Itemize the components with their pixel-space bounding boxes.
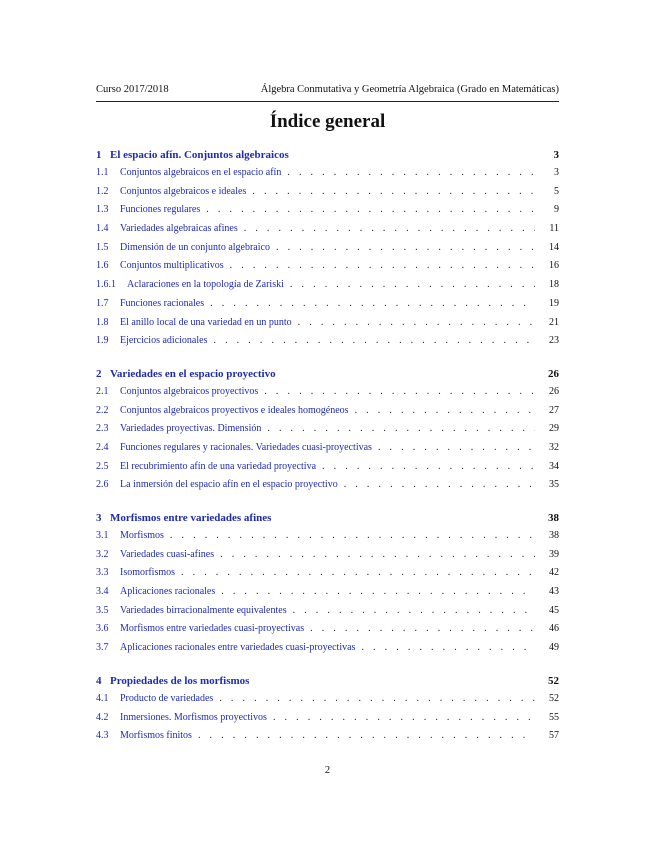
dot-leader xyxy=(244,220,535,239)
dot-leader xyxy=(181,564,535,583)
section-title: Conjuntos algebraicos e ideales xyxy=(120,185,247,197)
section-page: 16 xyxy=(549,260,559,272)
toc-section-link[interactable] xyxy=(96,332,559,351)
toc-section-link[interactable] xyxy=(96,201,559,220)
toc-chapter xyxy=(96,146,559,351)
section-number: 1.7 xyxy=(96,297,109,309)
section-number: 4.2 xyxy=(96,711,109,723)
toc-chapter xyxy=(96,672,559,746)
toc-chapter-link[interactable] xyxy=(96,672,559,690)
section-number: 2.3 xyxy=(96,423,109,435)
dot-leader xyxy=(213,332,535,351)
section-number: 3.6 xyxy=(96,623,109,635)
section-title: Funciones regulares xyxy=(120,204,201,216)
section-title: Funciones regulares y racionales. Variedades cuasi-proyectivas xyxy=(120,441,372,453)
dot-leader xyxy=(267,420,535,439)
dot-leader xyxy=(206,201,535,220)
dot-leader xyxy=(230,257,535,276)
section-number: 3.7 xyxy=(96,642,109,654)
chapter-title: El espacio afín. Conjuntos algebraicos xyxy=(110,149,289,161)
section-title: Producto de variedades xyxy=(120,692,214,704)
toc-section-link[interactable] xyxy=(96,602,559,621)
chapter-number: 2 xyxy=(96,367,102,380)
section-title: Conjuntos algebraicos en el espacio afín xyxy=(120,167,282,178)
toc-section-link[interactable] xyxy=(96,257,559,276)
section-page: 35 xyxy=(549,479,559,491)
dot-leader xyxy=(252,183,535,202)
section-page: 14 xyxy=(549,241,559,253)
dot-leader xyxy=(290,276,535,295)
section-number: 1.2 xyxy=(96,185,109,197)
section-page: 18 xyxy=(549,279,559,291)
section-page: 26 xyxy=(549,385,559,397)
header-course: Curso 2017/2018 xyxy=(96,84,169,95)
dot-leader xyxy=(264,383,535,402)
toc-section-link[interactable] xyxy=(96,420,559,439)
chapter-number: 4 xyxy=(96,674,102,687)
section-page: 5 xyxy=(554,185,559,197)
section-page: 42 xyxy=(549,567,559,579)
section-page: 52 xyxy=(549,692,559,704)
section-title: Morfismos xyxy=(120,530,164,541)
section-number: 3.2 xyxy=(96,548,109,560)
section-title: El recubrimiento afín de una variedad proyectiva xyxy=(120,460,317,472)
section-number: 3.1 xyxy=(96,530,109,541)
toc-chapter-link[interactable] xyxy=(96,365,559,383)
section-page: 49 xyxy=(549,642,559,654)
toc-section-link[interactable] xyxy=(96,239,559,258)
chapter-page: 3 xyxy=(553,149,559,161)
section-page: 32 xyxy=(549,441,559,453)
section-number: 1.6 xyxy=(96,260,109,272)
section-page: 45 xyxy=(549,604,559,616)
section-title: Inmersiones. Morfismos proyectivos xyxy=(120,711,267,723)
section-title: Variedades algebraicas afines xyxy=(120,223,238,235)
section-number: 1.9 xyxy=(96,335,109,347)
section-number: 1.1 xyxy=(96,167,109,178)
dot-leader xyxy=(198,727,535,746)
header-rule xyxy=(96,101,559,102)
section-page: 57 xyxy=(549,730,559,742)
toc-section-link[interactable] xyxy=(96,564,559,583)
section-number: 2.2 xyxy=(96,404,109,416)
dot-leader xyxy=(355,402,535,421)
section-number: 2.5 xyxy=(96,460,109,472)
section-number: 1.8 xyxy=(96,316,109,328)
section-title: Funciones racionales xyxy=(120,297,205,309)
section-number: 4.1 xyxy=(96,692,109,704)
section-title: Aplicaciones racionales xyxy=(120,586,216,598)
toc-section-link[interactable] xyxy=(96,583,559,602)
toc-section-link[interactable] xyxy=(96,476,559,495)
section-title: Dimensión de un conjunto algebraico xyxy=(120,241,270,253)
section-title: Morfismos finitos xyxy=(120,730,192,742)
dot-leader xyxy=(310,620,535,639)
section-title: Conjuntos algebraicos proyectivos xyxy=(120,385,259,397)
dot-leader xyxy=(293,602,535,621)
toc-section-link[interactable] xyxy=(96,639,559,658)
toc-title: Índice general xyxy=(269,111,386,132)
section-number: 1.3 xyxy=(96,204,109,216)
section-number: 3.3 xyxy=(96,567,109,579)
chapter-page: 26 xyxy=(548,367,559,380)
section-title: Isomorfismos xyxy=(120,567,175,579)
section-title: Morfismos entre variedades cuasi-proyectivas xyxy=(120,623,305,635)
section-page: 38 xyxy=(549,530,559,541)
toc-chapter xyxy=(96,365,559,495)
section-page: 55 xyxy=(549,711,559,723)
section-page: 46 xyxy=(549,623,559,635)
toc-section-link[interactable] xyxy=(96,295,559,314)
toc-section-link[interactable] xyxy=(96,383,559,402)
chapter-title: Propiedades de los morfismos xyxy=(110,674,250,687)
dot-leader xyxy=(344,476,535,495)
section-number: 1.5 xyxy=(96,241,109,253)
section-page: 29 xyxy=(549,423,559,435)
dot-leader xyxy=(170,527,535,546)
section-page: 39 xyxy=(549,548,559,560)
dot-leader xyxy=(221,583,535,602)
toc-chapter-link[interactable] xyxy=(96,509,559,527)
dot-leader xyxy=(273,709,535,728)
chapter-page: 52 xyxy=(548,674,559,687)
section-title: Variedades proyectivas. Dimensión xyxy=(120,423,262,435)
dot-leader xyxy=(210,295,535,314)
dot-leader xyxy=(287,164,535,183)
toc-section-link[interactable] xyxy=(96,439,559,458)
dot-leader xyxy=(220,546,535,565)
section-title: El anillo local de una variedad en un punto xyxy=(120,316,292,328)
section-page: 19 xyxy=(549,297,559,309)
section-page: 11 xyxy=(549,223,559,235)
toc-section-link[interactable] xyxy=(96,527,559,546)
section-title: Variedades cuasi-afines xyxy=(120,548,215,560)
section-page: 21 xyxy=(549,316,559,328)
section-title: La inmersión del espacio afín en el espacio proyectivo xyxy=(120,479,338,491)
section-title: Conjuntos multiplicativos xyxy=(120,260,224,272)
toc-section-link[interactable] xyxy=(96,314,559,333)
section-title: Variedades birracionalmente equivalentes xyxy=(120,604,287,616)
page-number: 2 xyxy=(324,765,331,776)
toc-section-link[interactable] xyxy=(96,620,559,639)
chapter-title: Morfismos entre variedades afines xyxy=(110,512,272,524)
dot-leader xyxy=(276,239,535,258)
toc-section-link[interactable] xyxy=(96,458,559,477)
section-number: 3.4 xyxy=(96,586,109,598)
toc-chapter-link[interactable] xyxy=(96,146,559,164)
section-page: 27 xyxy=(549,404,559,416)
section-number: 2.4 xyxy=(96,441,109,453)
section-title: Conjuntos algebraicos proyectivos e ideales homogéneos xyxy=(120,404,349,416)
chapter-number: 3 xyxy=(96,512,102,524)
section-page: 9 xyxy=(554,204,559,216)
chapter-title: Variedades en el espacio proyectivo xyxy=(110,367,276,380)
toc-section-link[interactable] xyxy=(96,276,559,295)
chapter-page: 38 xyxy=(548,512,559,524)
toc-section-link[interactable] xyxy=(96,690,559,709)
section-page: 43 xyxy=(549,586,559,598)
toc-section-link[interactable] xyxy=(96,727,559,746)
toc-section-link[interactable] xyxy=(96,220,559,239)
section-number: 1.6.1 xyxy=(96,279,116,291)
section-title: Aplicaciones racionales entre variedades cuasi-proyectivas xyxy=(120,642,356,654)
section-number: 1.4 xyxy=(96,223,109,235)
dot-leader xyxy=(378,439,535,458)
section-number: 2.1 xyxy=(96,385,109,397)
running-header xyxy=(96,84,559,100)
section-page: 3 xyxy=(554,167,559,178)
section-title: Ejercicios adicionales xyxy=(120,335,208,347)
toc-section-link[interactable] xyxy=(96,402,559,421)
section-page: 34 xyxy=(549,460,559,472)
header-subject: Álgebra Conmutativa y Geometría Algebraica (Grado en Matemáticas) xyxy=(260,84,559,95)
section-number: 2.6 xyxy=(96,479,109,491)
dot-leader xyxy=(219,690,535,709)
section-number: 4.3 xyxy=(96,730,109,742)
toc-section-link[interactable] xyxy=(96,183,559,202)
dot-leader xyxy=(322,458,535,477)
toc-section-link[interactable] xyxy=(96,546,559,565)
section-page: 23 xyxy=(549,335,559,347)
chapter-number: 1 xyxy=(96,149,102,161)
section-number: 3.5 xyxy=(96,604,109,616)
toc-section-link[interactable] xyxy=(96,709,559,728)
dot-leader xyxy=(361,639,535,658)
table-of-contents xyxy=(96,146,559,746)
dot-leader xyxy=(298,314,535,333)
toc-section-link[interactable] xyxy=(96,164,559,183)
toc-chapter xyxy=(96,509,559,658)
section-title: Aclaraciones en la topología de Zariski xyxy=(127,279,284,291)
